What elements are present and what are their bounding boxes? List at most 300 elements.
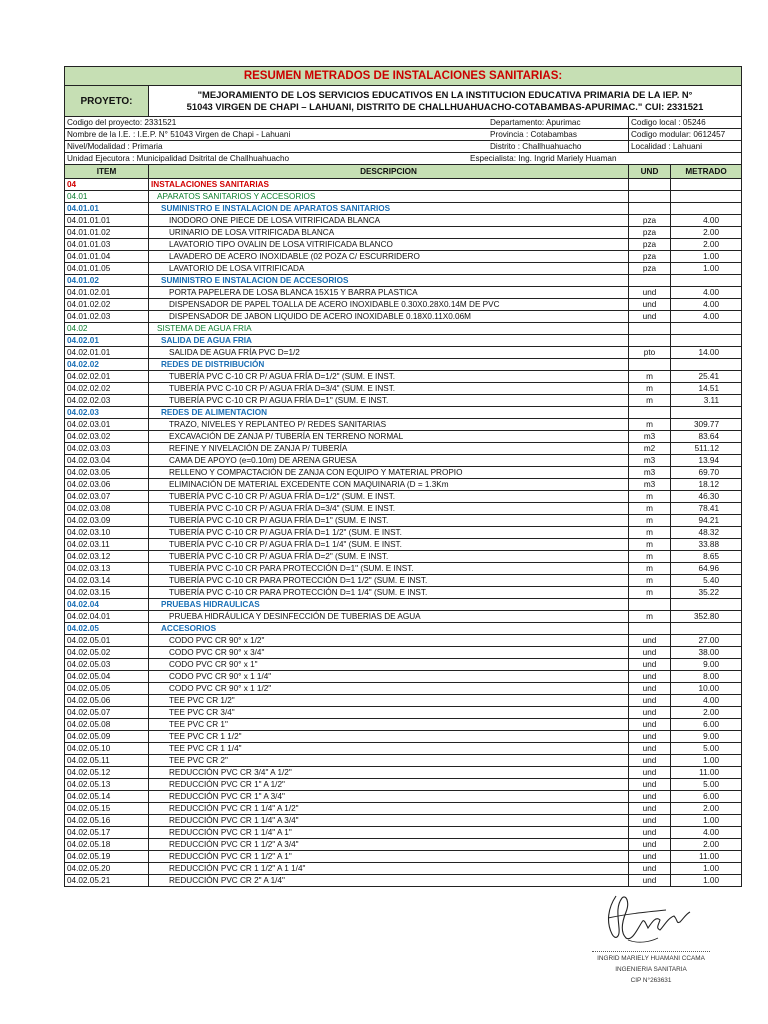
item-code: 04.02.03.08 (65, 503, 149, 515)
item-unit: m (629, 527, 671, 539)
table-row (65, 551, 742, 563)
item-description: APARATOS SANITARIOS Y ACCESORIOS (149, 191, 629, 203)
item-code: 04.02.05.08 (65, 719, 149, 731)
table-row (65, 227, 742, 239)
item-code: 04.02.05.14 (65, 791, 149, 803)
item-metrado: 1.00 (671, 875, 742, 887)
table-row (65, 275, 742, 287)
item-description: CAMA DE APOYO (e=0.10m) DE ARENA GRUESA (149, 455, 629, 467)
item-unit: pza (629, 251, 671, 263)
table-row (65, 731, 742, 743)
item-metrado: 6.00 (671, 791, 742, 803)
item-metrado (671, 407, 742, 419)
table-row (65, 335, 742, 347)
item-code: 04.02.05.20 (65, 863, 149, 875)
item-description: TUBERÍA PVC C-10 CR P/ AGUA FRÍA D=1" (SUM. E INST. (149, 515, 629, 527)
item-description: TUBERÍA PVC C-10 CR P/ AGUA FRÍA D=1 1/4" (SUM. E INST. (149, 539, 629, 551)
item-description: REDUCCIÓN PVC CR 1 1/2" A 3/4" (149, 839, 629, 851)
table-row (65, 479, 742, 491)
item-unit: m3 (629, 455, 671, 467)
table-row (65, 707, 742, 719)
item-unit: m (629, 563, 671, 575)
item-metrado: 4.00 (671, 287, 742, 299)
item-description: LAVADERO DE ACERO INOXIDABLE (02 POZA C/ ESCURRIDERO (149, 251, 629, 263)
item-code: 04.01 (65, 191, 149, 203)
item-unit: und (629, 683, 671, 695)
item-metrado: 14.00 (671, 347, 742, 359)
item-description: SUMINISTRO E INSTALACION DE APARATOS SANITARIOS (149, 203, 629, 215)
table-row (65, 635, 742, 647)
item-description: REDUCCIÓN PVC CR 1 1/4" A 1" (149, 827, 629, 839)
item-code: 04.01.01.01 (65, 215, 149, 227)
metrados-sheet (64, 66, 742, 887)
item-unit: und (629, 839, 671, 851)
item-code: 04.02.02 (65, 359, 149, 371)
item-description: REDUCCIÓN PVC CR 1" A 1/2" (149, 779, 629, 791)
item-metrado: 83.64 (671, 431, 742, 443)
item-unit (629, 407, 671, 419)
item-metrado: 309.77 (671, 419, 742, 431)
table-row (65, 323, 742, 335)
item-unit: pza (629, 227, 671, 239)
item-metrado: 18.12 (671, 479, 742, 491)
item-description: SALIDA DE AGUA FRÍA PVC D=1/2 (149, 347, 629, 359)
item-metrado (671, 191, 742, 203)
item-metrado: 78.41 (671, 503, 742, 515)
item-description: TEE PVC CR 1/2" (149, 695, 629, 707)
item-code: 04.01.02 (65, 275, 149, 287)
signature-line (592, 951, 710, 952)
item-code: 04.01.02.03 (65, 311, 149, 323)
item-code: 04.02.05.21 (65, 875, 149, 887)
item-description: PRUEBAS HIDRAULICAS (149, 599, 629, 611)
table-row (65, 239, 742, 251)
table-row (65, 815, 742, 827)
handwritten-signature (586, 888, 716, 950)
item-metrado: 1.00 (671, 263, 742, 275)
table-row (65, 851, 742, 863)
item-description: REFINE Y NIVELACIÓN DE ZANJA P/ TUBERÍA (149, 443, 629, 455)
item-code: 04.02.01.01 (65, 347, 149, 359)
table-row (65, 299, 742, 311)
item-code: 04.02.02.02 (65, 383, 149, 395)
item-code: 04.02.05.11 (65, 755, 149, 767)
item-code: 04.02.01 (65, 335, 149, 347)
table-row (65, 587, 742, 599)
item-description: TEE PVC CR 3/4" (149, 707, 629, 719)
item-unit: und (629, 635, 671, 647)
table-row (65, 755, 742, 767)
item-unit: und (629, 875, 671, 887)
signature-block (586, 888, 716, 1013)
item-code: 04.02.05.06 (65, 695, 149, 707)
item-unit: m3 (629, 479, 671, 491)
table-row (65, 395, 742, 407)
item-unit: und (629, 803, 671, 815)
item-unit: m2 (629, 443, 671, 455)
item-description: TUBERÍA PVC C-10 CR P/ AGUA FRÍA D=1/2" (SUM. E INST. (149, 371, 629, 383)
item-description: REDUCCIÓN PVC CR 3/4" A 1/2" (149, 767, 629, 779)
table-row (65, 491, 742, 503)
item-metrado (671, 335, 742, 347)
item-description: PORTA PAPELERA DE LOSA BLANCA 15X15 Y BARRA PLASTICA (149, 287, 629, 299)
item-unit: m (629, 419, 671, 431)
item-code: 04.02.05.07 (65, 707, 149, 719)
item-metrado: 4.00 (671, 215, 742, 227)
executing-unit: Unidad Ejecutora : Municipalidad Dsitrital de Challhuahuacho (67, 154, 290, 163)
item-unit: und (629, 767, 671, 779)
item-unit: und (629, 707, 671, 719)
item-code: 04.02.03.12 (65, 551, 149, 563)
item-metrado: 64.96 (671, 563, 742, 575)
item-metrado: 2.00 (671, 239, 742, 251)
item-unit: und (629, 827, 671, 839)
item-metrado: 1.00 (671, 251, 742, 263)
item-unit: m (629, 575, 671, 587)
table-row (65, 671, 742, 683)
item-code: 04.02.05.18 (65, 839, 149, 851)
table-row (65, 503, 742, 515)
table-row (65, 371, 742, 383)
item-metrado: 4.00 (671, 695, 742, 707)
item-unit: und (629, 719, 671, 731)
item-code: 04.02.03.13 (65, 563, 149, 575)
item-description: DISPENSADOR DE JABON LIQUIDO DE ACERO INOXIDABLE 0.18X0.11X0.06M (149, 311, 629, 323)
item-code: 04.01.02.02 (65, 299, 149, 311)
item-code: 04.02.02.03 (65, 395, 149, 407)
item-unit (629, 179, 671, 191)
item-metrado (671, 623, 742, 635)
item-description: TUBERÍA PVC C-10 CR P/ AGUA FRÍA D=1 1/2" (SUM. E INST. (149, 527, 629, 539)
item-code: 04 (65, 179, 149, 191)
item-description: TRAZO, NIVELES Y REPLANTEO P/ REDES SANITARIAS (149, 419, 629, 431)
item-description: INSTALACIONES SANITARIAS (149, 179, 629, 191)
item-metrado: 2.00 (671, 227, 742, 239)
table-row (65, 659, 742, 671)
info-row-2 (65, 129, 742, 141)
item-description: TEE PVC CR 1 1/2" (149, 731, 629, 743)
item-metrado: 38.00 (671, 647, 742, 659)
table-row (65, 419, 742, 431)
item-unit: m (629, 551, 671, 563)
item-code: 04.02.02.01 (65, 371, 149, 383)
item-metrado: 4.00 (671, 827, 742, 839)
item-unit (629, 323, 671, 335)
table-row (65, 527, 742, 539)
item-description: REDUCCIÓN PVC CR 2" A 1/4" (149, 875, 629, 887)
info-row-4 (65, 153, 742, 165)
item-unit: pza (629, 215, 671, 227)
item-unit: und (629, 743, 671, 755)
item-code: 04.02.03.15 (65, 587, 149, 599)
item-metrado: 5.00 (671, 743, 742, 755)
project-name-line1: "MEJORAMIENTO DE LOS SERVICIOS EDUCATIVOS EN LA INSTITUCION EDUCATIVA PRIMARIA DE LA IEP. N° (197, 89, 693, 100)
item-metrado: 46.30 (671, 491, 742, 503)
item-code: 04.02.04 (65, 599, 149, 611)
item-description: REDUCCIÓN PVC CR 1 1/2" A 1" (149, 851, 629, 863)
item-metrado: 4.00 (671, 299, 742, 311)
item-metrado: 35.22 (671, 587, 742, 599)
item-metrado (671, 179, 742, 191)
item-unit: m (629, 587, 671, 599)
item-metrado: 8.65 (671, 551, 742, 563)
item-unit: und (629, 299, 671, 311)
item-code: 04.02.03.09 (65, 515, 149, 527)
table-row (65, 443, 742, 455)
item-metrado: 1.00 (671, 755, 742, 767)
item-unit: und (629, 863, 671, 875)
item-metrado: 9.00 (671, 731, 742, 743)
item-code: 04.01.01 (65, 203, 149, 215)
item-description: RELLENO Y COMPACTACIÓN DE ZANJA CON EQUIPO Y MATERIAL PROPIO (149, 467, 629, 479)
signer-cip: CIP N°263631 (630, 977, 672, 984)
table-row (65, 359, 742, 371)
item-metrado: 1.00 (671, 863, 742, 875)
item-metrado (671, 275, 742, 287)
item-unit: und (629, 755, 671, 767)
table-row (65, 743, 742, 755)
item-code: 04.02.03.11 (65, 539, 149, 551)
item-unit: m (629, 395, 671, 407)
table-row (65, 623, 742, 635)
item-code: 04.02.03.05 (65, 467, 149, 479)
item-metrado (671, 203, 742, 215)
item-metrado: 511.12 (671, 443, 742, 455)
item-metrado: 69.70 (671, 467, 742, 479)
item-description: REDUCCIÓN PVC CR 1 1/2" A 1 1/4" (149, 863, 629, 875)
item-code: 04.02.05.19 (65, 851, 149, 863)
project-name (149, 86, 742, 117)
table-row (65, 515, 742, 527)
item-metrado: 1.00 (671, 815, 742, 827)
item-unit: und (629, 791, 671, 803)
item-metrado: 14.51 (671, 383, 742, 395)
item-description: REDUCCIÓN PVC CR 1" A 3/4" (149, 791, 629, 803)
item-metrado: 94.21 (671, 515, 742, 527)
item-metrado: 2.00 (671, 707, 742, 719)
item-description: SALIDA DE AGUA FRIA (149, 335, 629, 347)
table-row (65, 791, 742, 803)
item-unit (629, 275, 671, 287)
item-metrado: 27.00 (671, 635, 742, 647)
table-row (65, 611, 742, 623)
item-unit: m (629, 515, 671, 527)
table-row (65, 647, 742, 659)
header-metrado: METRADO (671, 165, 742, 179)
table-row (65, 179, 742, 191)
item-unit (629, 191, 671, 203)
table-row (65, 875, 742, 887)
local-code: Codigo local : 05246 (629, 117, 742, 129)
table-row (65, 827, 742, 839)
item-unit: und (629, 779, 671, 791)
item-code: 04.02.04.01 (65, 611, 149, 623)
info-cell (65, 117, 629, 129)
table-row (65, 455, 742, 467)
item-code: 04.02.05.12 (65, 767, 149, 779)
item-metrado: 2.00 (671, 803, 742, 815)
sheet-title: RESUMEN METRADOS DE INSTALACIONES SANITARIAS: (65, 67, 742, 86)
info-row-1 (65, 117, 742, 129)
item-description: ELIMINACIÓN DE MATERIAL EXCEDENTE CON MAQUINARIA (D = 1.3Km (149, 479, 629, 491)
item-unit: m (629, 503, 671, 515)
item-code: 04.02.03 (65, 407, 149, 419)
item-code: 04.02.05.10 (65, 743, 149, 755)
item-unit (629, 623, 671, 635)
table-row (65, 563, 742, 575)
item-code: 04.01.01.04 (65, 251, 149, 263)
header-description: DESCRIPCION (149, 165, 629, 179)
table-row (65, 431, 742, 443)
item-unit: m (629, 611, 671, 623)
table-row (65, 695, 742, 707)
item-code: 04.02.03.07 (65, 491, 149, 503)
signer-name: INGRID MARIELY HUAMANI CCAMA (597, 955, 705, 962)
item-description: REDUCCIÓN PVC CR 1 1/4" A 3/4" (149, 815, 629, 827)
item-unit: m3 (629, 431, 671, 443)
item-description: LAVATORIO TIPO OVALIN DE LOSA VITRIFICADA BLANCO (149, 239, 629, 251)
item-description: TUBERÍA PVC C-10 CR PARA PROTECCIÓN D=1 1/4" (SUM. E INST. (149, 587, 629, 599)
item-unit: pza (629, 239, 671, 251)
item-description: PRUEBA HIDRÁULICA Y DESINFECCIÓN DE TUBERIAS DE AGUA (149, 611, 629, 623)
item-description: CODO PVC CR 90° x 1 1/4" (149, 671, 629, 683)
table-row (65, 839, 742, 851)
item-description: TEE PVC CR 1" (149, 719, 629, 731)
item-unit: m (629, 383, 671, 395)
item-code: 04.01.01.02 (65, 227, 149, 239)
table-row (65, 863, 742, 875)
item-description: DISPENSADOR DE PAPEL TOALLA DE ACERO INOXIDABLE 0.30X0.28X0.14M DE PVC (149, 299, 629, 311)
item-unit: und (629, 851, 671, 863)
item-unit: pza (629, 263, 671, 275)
table-row (65, 383, 742, 395)
item-metrado: 11.00 (671, 851, 742, 863)
department: Departamento: Apurimac (490, 118, 581, 127)
project-code: Codigo del proyecto: 2331521 (67, 118, 177, 127)
item-code: 04.02.05 (65, 623, 149, 635)
table-row (65, 215, 742, 227)
item-code: 04.02.05.01 (65, 635, 149, 647)
item-description: REDES DE ALIMENTACION (149, 407, 629, 419)
item-unit (629, 599, 671, 611)
table-row (65, 779, 742, 791)
table-row (65, 407, 742, 419)
item-metrado: 5.00 (671, 779, 742, 791)
table-row (65, 719, 742, 731)
item-description: CODO PVC CR 90° x 3/4" (149, 647, 629, 659)
table-row (65, 347, 742, 359)
item-unit (629, 203, 671, 215)
item-description: CODO PVC CR 90° x 1 1/2" (149, 683, 629, 695)
info-cell (65, 129, 629, 141)
item-metrado: 2.00 (671, 839, 742, 851)
item-description: TUBERÍA PVC C-10 CR P/ AGUA FRÍA D=3/4" (SUM. E INST. (149, 503, 629, 515)
modular-code: Codigo modular: 0612457 (629, 129, 742, 141)
item-code: 04.02.05.02 (65, 647, 149, 659)
header-unit: UND (629, 165, 671, 179)
item-unit (629, 359, 671, 371)
item-metrado: 5.40 (671, 575, 742, 587)
table-row (65, 575, 742, 587)
item-code: 04.02 (65, 323, 149, 335)
item-description: TUBERÍA PVC C-10 CR P/ AGUA FRÍA D=1/2" (SUM. E INST. (149, 491, 629, 503)
item-metrado: 8.00 (671, 671, 742, 683)
level-modality: Nivel/Modalidad : Primaria (67, 142, 163, 151)
item-code: 04.02.05.15 (65, 803, 149, 815)
item-metrado: 25.41 (671, 371, 742, 383)
item-metrado: 33.88 (671, 539, 742, 551)
item-code: 04.02.03.06 (65, 479, 149, 491)
item-unit: und (629, 731, 671, 743)
item-code: 04.02.05.09 (65, 731, 149, 743)
table-row (65, 287, 742, 299)
province: Provincia : Cotabambas (490, 130, 577, 139)
item-unit: pto (629, 347, 671, 359)
item-code: 04.02.05.05 (65, 683, 149, 695)
item-metrado: 9.00 (671, 659, 742, 671)
item-description: CODO PVC CR 90° x 1/2" (149, 635, 629, 647)
table-row (65, 803, 742, 815)
item-unit: m3 (629, 467, 671, 479)
item-metrado: 13.94 (671, 455, 742, 467)
item-description: TUBERÍA PVC C-10 CR P/ AGUA FRÍA D=2" (SUM. E INST. (149, 551, 629, 563)
item-metrado (671, 323, 742, 335)
item-description: EXCAVACIÓN DE ZANJA P/ TUBERÍA EN TERRENO NORMAL (149, 431, 629, 443)
item-unit: und (629, 659, 671, 671)
table-row (65, 311, 742, 323)
table-row (65, 467, 742, 479)
item-description: REDUCCIÓN PVC CR 1 1/4" A 1/2" (149, 803, 629, 815)
item-description: TUBERÍA PVC C-10 CR PARA PROTECCIÓN D=1 1/2" (SUM. E INST. (149, 575, 629, 587)
table-row (65, 767, 742, 779)
item-unit: und (629, 647, 671, 659)
district: Distrito : Challhuahuacho (490, 142, 582, 151)
item-unit: und (629, 815, 671, 827)
item-metrado (671, 599, 742, 611)
item-metrado: 11.00 (671, 767, 742, 779)
item-description: TEE PVC CR 1 1/4" (149, 743, 629, 755)
item-code: 04.02.03.03 (65, 443, 149, 455)
item-unit: und (629, 671, 671, 683)
locality: Localidad : Lahuani (629, 141, 742, 153)
school-name: Nombre de la I.E. : I.E.P. N° 51043 Virgen de Chapi - Lahuani (67, 130, 291, 139)
item-metrado: 4.00 (671, 311, 742, 323)
item-description: TUBERÍA PVC C-10 CR PARA PROTECCIÓN D=1" (SUM. E INST. (149, 563, 629, 575)
project-name-line2: 51043 VIRGEN DE CHAPI – LAHUANI, DISTRITO DE CHALLHUAHUACHO-COTABAMBAS-APURIMAC." CUI: 2331521 (186, 101, 704, 112)
table-row (65, 263, 742, 275)
item-code: 04.02.03.10 (65, 527, 149, 539)
item-unit (629, 335, 671, 347)
item-description: SUMINISTRO E INSTALACION DE ACCESORIOS (149, 275, 629, 287)
item-metrado: 3.11 (671, 395, 742, 407)
item-unit: m (629, 539, 671, 551)
item-code: 04.02.05.13 (65, 779, 149, 791)
item-description: TUBERÍA PVC C-10 CR P/ AGUA FRÍA D=3/4" (SUM. E INST. (149, 383, 629, 395)
item-code: 04.01.01.05 (65, 263, 149, 275)
item-metrado (671, 359, 742, 371)
item-description: ACCESORIOS (149, 623, 629, 635)
item-description: INODORO ONE PIECE DE LOSA VITRIFICADA BLANCA (149, 215, 629, 227)
item-unit: m (629, 491, 671, 503)
item-code: 04.02.03.14 (65, 575, 149, 587)
item-metrado: 48.32 (671, 527, 742, 539)
project-label: PROYETO: (65, 86, 149, 117)
item-code: 04.02.05.04 (65, 671, 149, 683)
item-description: SISTEMA DE AGUA FRIA (149, 323, 629, 335)
item-description: URINARIO DE LOSA VITRIFICADA BLANCA (149, 227, 629, 239)
item-code: 04.01.02.01 (65, 287, 149, 299)
item-unit: und (629, 287, 671, 299)
